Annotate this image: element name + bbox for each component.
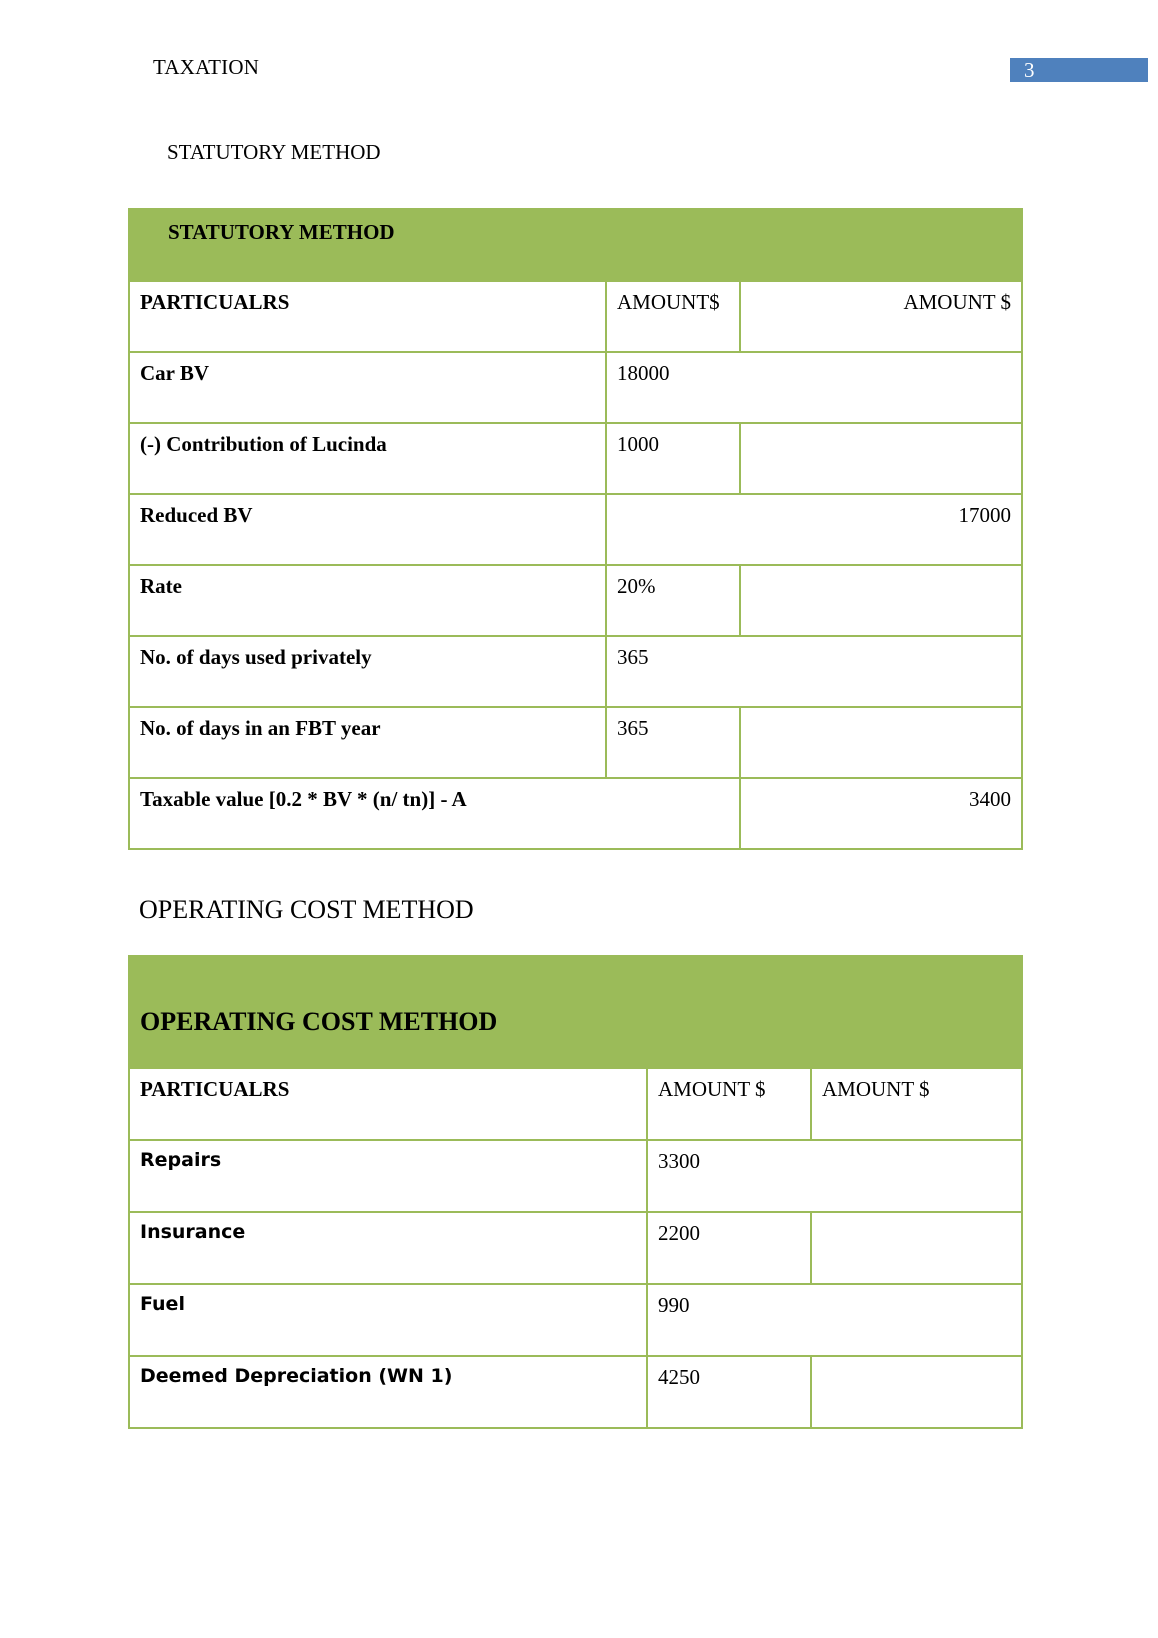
row-label: Taxable value [0.2 * BV * (n/ tn)] - A [129,778,740,849]
row-label: Insurance [129,1212,647,1284]
row-amount-2 [740,423,1022,494]
col-header-amount-1: AMOUNT$ [606,281,740,352]
row-amount: 365 [606,636,1022,707]
statutory-method-table [128,208,1023,850]
row-amount: 18000 [606,352,1022,423]
row-total: 3400 [740,778,1022,849]
row-amount-2 [811,1356,1022,1428]
row-label: Fuel [129,1284,647,1356]
row-label: Repairs [129,1140,647,1212]
row-label: No. of days in an FBT year [129,707,606,778]
row-label: Car BV [129,352,606,423]
page-number: 3 [1010,58,1148,82]
table-row [129,565,1022,636]
table-row [129,1284,1022,1356]
table-row [129,707,1022,778]
col-header-amount-2: AMOUNT $ [740,281,1022,352]
row-amount-2 [740,707,1022,778]
table-row [129,778,1022,849]
row-amount: 20% [606,565,740,636]
row-amount: 365 [606,707,740,778]
row-amount: 1000 [606,423,740,494]
running-title: TAXATION [153,55,260,79]
row-label: Rate [129,565,606,636]
col-header-amount-1: AMOUNT $ [647,1068,811,1140]
operating-cost-table [128,955,1023,1429]
table-row [129,1212,1022,1284]
table-row [129,1356,1022,1428]
table-row [129,352,1022,423]
table-title-row [129,209,1022,281]
row-amount: 3300 [647,1140,1022,1212]
row-label: (-) Contribution of Lucinda [129,423,606,494]
row-total: 17000 [606,494,1022,565]
col-header-particulars: PARTICUALRS [129,281,606,352]
row-amount: 990 [647,1284,1022,1356]
table-title-row [129,956,1022,1068]
row-label: Deemed Depreciation (WN 1) [129,1356,647,1428]
row-amount: 2200 [647,1212,811,1284]
row-amount-2 [811,1212,1022,1284]
table-row [129,1140,1022,1212]
operating-heading: OPERATING COST METHOD [139,895,474,924]
row-amount: 4250 [647,1356,811,1428]
table-title: OPERATING COST METHOD [129,956,1022,1068]
row-label: No. of days used privately [129,636,606,707]
table-header-row [129,281,1022,352]
table-row [129,494,1022,565]
table-row [129,423,1022,494]
table-row [129,636,1022,707]
row-label: Reduced BV [129,494,606,565]
table-header-row [129,1068,1022,1140]
col-header-amount-2: AMOUNT $ [811,1068,1022,1140]
row-amount-2 [740,565,1022,636]
col-header-particulars: PARTICUALRS [129,1068,647,1140]
statutory-heading: STATUTORY METHOD [167,140,381,164]
table-title: STATUTORY METHOD [129,209,1022,281]
